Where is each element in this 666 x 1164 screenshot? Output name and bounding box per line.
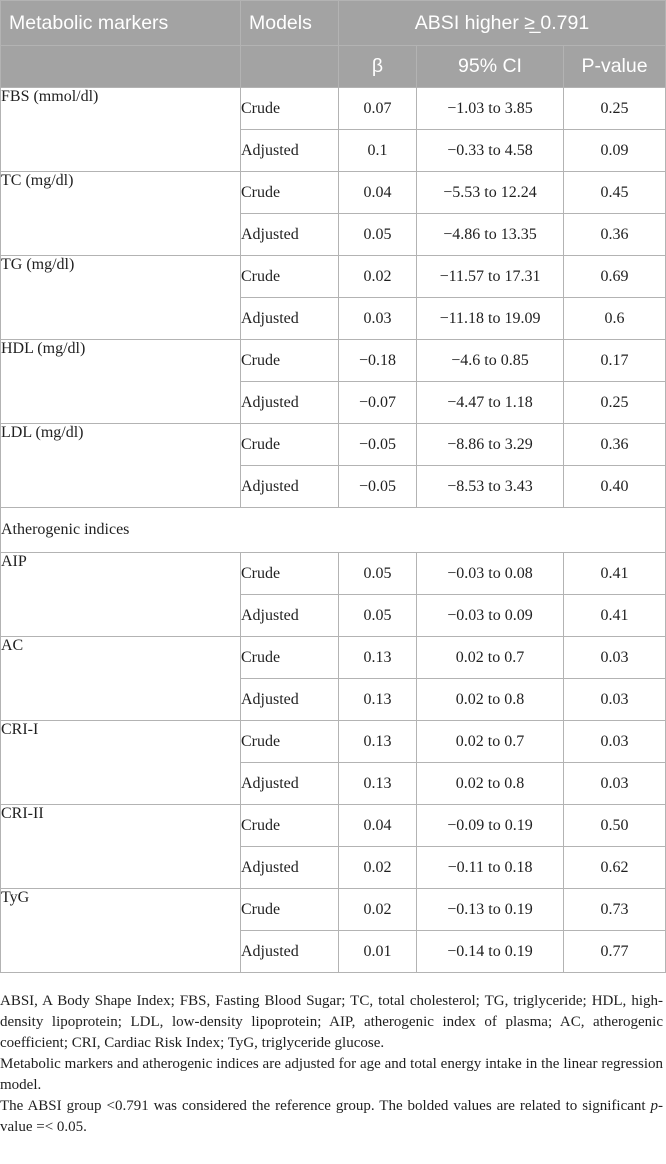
ci-cell: −0.14 to 0.19 [417,931,564,973]
pvalue-cell: 0.36 [564,214,666,256]
model-cell: Adjusted [241,466,339,508]
ci-cell: −4.6 to 0.85 [417,340,564,382]
model-cell: Crude [241,889,339,931]
ci-cell: 0.02 to 0.8 [417,679,564,721]
pvalue-cell: 0.41 [564,595,666,637]
pvalue-cell: 0.69 [564,256,666,298]
pvalue-cell: 0.36 [564,424,666,466]
pvalue-cell: 0.62 [564,847,666,889]
footnote-p-italic: p [650,1098,659,1114]
beta-cell: 0.1 [339,130,417,172]
model-cell: Crude [241,553,339,595]
header-ci: 95% CI [417,46,564,88]
header-beta: β [339,46,417,88]
beta-cell: 0.13 [339,637,417,679]
pvalue-cell: 0.40 [564,466,666,508]
table-body [1,88,666,973]
section-row [1,508,666,553]
ci-cell: −1.03 to 3.85 [417,88,564,130]
marker-label: TG (mg/dl) [1,256,241,340]
model-cell: Adjusted [241,679,339,721]
pvalue-cell: 0.50 [564,805,666,847]
table-row [1,172,666,214]
model-cell: Crude [241,88,339,130]
header-absi-group: ABSI higher ≥̲ 0.791 [339,1,666,46]
ci-cell: −11.18 to 19.09 [417,298,564,340]
ci-cell: −4.47 to 1.18 [417,382,564,424]
header-models: Models [241,1,339,46]
pvalue-cell: 0.03 [564,763,666,805]
pvalue-cell: 0.45 [564,172,666,214]
header-row-1 [1,1,666,46]
beta-cell: 0.05 [339,214,417,256]
marker-label: FBS (mmol/dl) [1,88,241,172]
beta-cell: 0.13 [339,721,417,763]
beta-cell: −0.05 [339,424,417,466]
pvalue-cell: 0.03 [564,721,666,763]
beta-cell: 0.04 [339,172,417,214]
model-cell: Adjusted [241,931,339,973]
ci-cell: −8.86 to 3.29 [417,424,564,466]
header-empty-models [241,46,339,88]
beta-cell: −0.05 [339,466,417,508]
header-metabolic-markers: Metabolic markers [1,1,241,46]
table-row [1,721,666,763]
model-cell: Crude [241,805,339,847]
table-row [1,424,666,466]
pvalue-cell: 0.03 [564,679,666,721]
ci-cell: −0.11 to 0.18 [417,847,564,889]
model-cell: Adjusted [241,847,339,889]
beta-cell: 0.03 [339,298,417,340]
model-cell: Adjusted [241,214,339,256]
beta-cell: 0.02 [339,847,417,889]
ci-cell: −0.13 to 0.19 [417,889,564,931]
header-pvalue: P-value [564,46,666,88]
marker-label: AC [1,637,241,721]
beta-cell: 0.02 [339,256,417,298]
marker-label: AIP [1,553,241,637]
ci-cell: −11.57 to 17.31 [417,256,564,298]
ci-cell: 0.02 to 0.8 [417,763,564,805]
model-cell: Adjusted [241,763,339,805]
pvalue-cell: 0.6 [564,298,666,340]
pvalue-cell: 0.77 [564,931,666,973]
model-cell: Crude [241,721,339,763]
pvalue-cell: 0.25 [564,382,666,424]
pvalue-cell: 0.09 [564,130,666,172]
beta-cell: 0.02 [339,889,417,931]
marker-label: LDL (mg/dl) [1,424,241,508]
beta-cell: 0.07 [339,88,417,130]
table-footnotes [0,991,663,1138]
footnote-reference-text: The ABSI group <0.791 was considered the reference group. The bolded values are related to significant [0,1098,646,1114]
model-cell: Crude [241,637,339,679]
ci-cell: −4.86 to 13.35 [417,214,564,256]
header-empty-marker [1,46,241,88]
ci-cell: −0.09 to 0.19 [417,805,564,847]
beta-cell: 0.13 [339,763,417,805]
footnote-reference-end: -value =< 0.05. [0,1098,664,1135]
ci-cell: −0.03 to 0.09 [417,595,564,637]
ci-cell: −0.03 to 0.08 [417,553,564,595]
ci-cell: 0.02 to 0.7 [417,721,564,763]
beta-cell: −0.07 [339,382,417,424]
model-cell: Adjusted [241,130,339,172]
pvalue-cell: 0.17 [564,340,666,382]
table-row [1,340,666,382]
model-cell: Adjusted [241,595,339,637]
ci-cell: −0.33 to 4.58 [417,130,564,172]
ci-cell: −5.53 to 12.24 [417,172,564,214]
model-cell: Crude [241,172,339,214]
footnote-adjustment: Metabolic markers and atherogenic indices are adjusted for age and total energy intake in the linear regression model. [0,1056,663,1093]
model-cell: Adjusted [241,298,339,340]
pvalue-cell: 0.25 [564,88,666,130]
marker-label: CRI-II [1,805,241,889]
ci-cell: −8.53 to 3.43 [417,466,564,508]
table-row [1,805,666,847]
pvalue-cell: 0.41 [564,553,666,595]
marker-label: TC (mg/dl) [1,172,241,256]
beta-cell: 0.05 [339,595,417,637]
model-cell: Crude [241,424,339,466]
table-row [1,637,666,679]
marker-label: TyG [1,889,241,973]
section-heading: Atherogenic indices [1,508,666,553]
header-row-2 [1,46,666,88]
beta-cell: −0.18 [339,340,417,382]
beta-cell: 0.05 [339,553,417,595]
model-cell: Crude [241,256,339,298]
table-row [1,553,666,595]
beta-cell: 0.01 [339,931,417,973]
pvalue-cell: 0.03 [564,637,666,679]
footnote-abbreviations: ABSI, A Body Shape Index; FBS, Fasting Blood Sugar; TC, total cholesterol; TG, triglyceride; HDL, high-density lipoprotein; LDL, low-density lipoprotein; AIP, atherogenic index of plasma; AC, atherogenic coefficient; CRI, Cardiac Risk Index; TyG, triglyceride glucose. [0,993,663,1051]
beta-cell: 0.13 [339,679,417,721]
table-row [1,88,666,130]
pvalue-cell: 0.73 [564,889,666,931]
marker-label: CRI-I [1,721,241,805]
marker-label: HDL (mg/dl) [1,340,241,424]
ci-cell: 0.02 to 0.7 [417,637,564,679]
table-row [1,889,666,931]
footnote-reference [0,1096,663,1138]
table-row [1,256,666,298]
model-cell: Adjusted [241,382,339,424]
beta-cell: 0.04 [339,805,417,847]
model-cell: Crude [241,340,339,382]
